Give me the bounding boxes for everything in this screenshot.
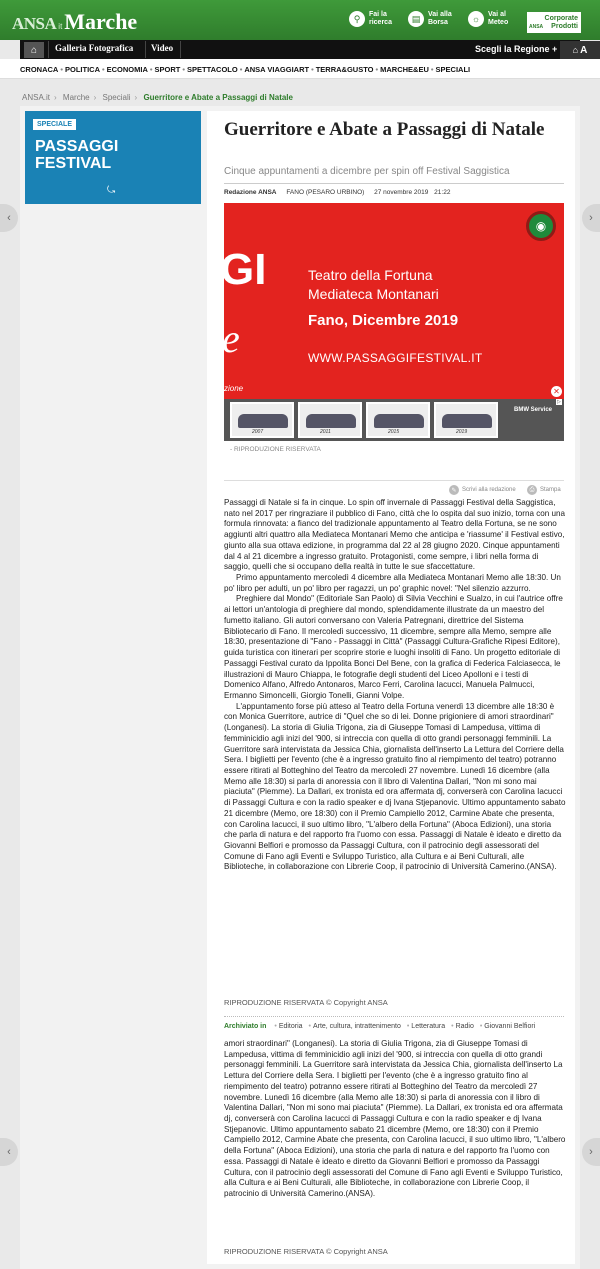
- print-label: Stampa: [540, 487, 561, 493]
- menu-spettacolo[interactable]: SPETTACOLO: [187, 65, 238, 74]
- logo-region: Marche: [64, 9, 138, 34]
- crumb-speciali[interactable]: Speciali: [102, 93, 131, 102]
- share-icon[interactable]: ⤿: [107, 185, 116, 196]
- prev-arrow-icon[interactable]: ‹: [0, 1138, 18, 1166]
- bullet: •: [308, 1023, 311, 1030]
- home-a-button[interactable]: [560, 41, 600, 59]
- products-label: Prodotti: [551, 23, 578, 30]
- menu-economia[interactable]: ECONOMIA: [106, 65, 148, 74]
- logo-suffix: it: [58, 22, 63, 31]
- menu-speciali[interactable]: SPECIALI: [435, 65, 471, 74]
- poster-line-date: Fano, Dicembre 2019: [308, 312, 459, 329]
- archived-label: Archiviato in: [224, 1023, 267, 1030]
- photo-credit: - RIPRODUZIONE RISERVATA: [230, 446, 321, 453]
- main-nav: [20, 40, 588, 59]
- next-arrow-icon[interactable]: ›: [582, 204, 600, 232]
- crumb-arrow: ›: [54, 93, 57, 102]
- archived-in: [224, 1023, 539, 1030]
- ansa-logo[interactable]: [12, 9, 137, 35]
- search-icon: ⚲: [349, 11, 365, 27]
- crumb-home[interactable]: ANSA.it: [22, 93, 51, 102]
- menu-sep: •: [239, 65, 243, 74]
- article-body: [224, 498, 566, 873]
- article-location: FANO (PESARO URBINO): [286, 189, 365, 196]
- menu-sep: •: [149, 65, 153, 74]
- camera-icon[interactable]: ◉: [526, 211, 556, 241]
- meta-divider: [224, 183, 564, 184]
- poster-zione: zione: [224, 384, 244, 393]
- speciale-title: [35, 138, 118, 172]
- prev-arrow-icon[interactable]: ‹: [0, 204, 18, 232]
- poster-line-url: WWW.PASSAGGIFESTIVAL.IT: [308, 351, 483, 365]
- corporate-mini-logo: ANSA: [529, 24, 544, 30]
- archive-tag[interactable]: Letteratura: [411, 1023, 446, 1030]
- article-meta: [224, 189, 458, 196]
- article-author: Redazione ANSA: [224, 189, 277, 196]
- section-menu: [0, 59, 600, 79]
- article-date: 27 novembre 2019: [374, 189, 429, 196]
- borsa-tool[interactable]: [408, 11, 452, 27]
- borsa-tool-label-2: Borsa: [428, 19, 448, 26]
- corporate-button[interactable]: [527, 12, 581, 33]
- archive-tag[interactable]: Radio: [455, 1023, 474, 1030]
- copyright-note-2: RIPRODUZIONE RISERVATA © Copyright ANSA: [224, 1247, 388, 1256]
- crumb-marche[interactable]: Marche: [62, 93, 90, 102]
- ad-photo: [230, 402, 294, 438]
- close-ad-icon[interactable]: ✕: [551, 386, 562, 397]
- next-arrow-icon[interactable]: ›: [582, 1138, 600, 1166]
- bmw-ad[interactable]: [224, 399, 564, 441]
- menu-viaggiart[interactable]: ANSA VIAGGIART: [244, 65, 310, 74]
- page-content: [20, 106, 580, 1269]
- menu-sport[interactable]: SPORT: [154, 65, 181, 74]
- search-tool-label-1: Fai la: [369, 11, 387, 18]
- ad-year: 2019: [456, 429, 468, 435]
- article: [207, 111, 575, 1264]
- speciale-tag: SPECIALE: [33, 119, 76, 130]
- archive-tag[interactable]: Editoria: [278, 1023, 303, 1030]
- logo-brand: ANSA: [12, 14, 57, 33]
- ad-year: 2011: [320, 429, 331, 435]
- nav-divider: [145, 41, 146, 58]
- corporate-label: Corporate: [544, 15, 578, 22]
- home-a-label: A: [580, 44, 588, 56]
- nav-divider: [48, 41, 49, 58]
- speciale-box[interactable]: [25, 111, 201, 204]
- print-button[interactable]: [527, 485, 561, 495]
- crumb-arrow: ›: [93, 93, 97, 102]
- poster-line-mediateca: Mediateca Montanari: [308, 286, 439, 302]
- ad-year: 2015: [388, 429, 400, 435]
- home-icon[interactable]: ⌂: [24, 42, 44, 58]
- poster-script-letter: e: [222, 316, 240, 361]
- festival-poster: [220, 203, 564, 399]
- paragraph: Preghiere dal Mondo" (Editoriale San Paolo) di Silvia Vecchini e Sualzo, in cui l'autrice offre ai lettori un'antologia di preghiere dal mondo, splendidamente illustrate da un maestro del fumetto italiano. Gli autori conversano con Valeria Patregnani, direttrice del Sistema Bibliotecario di Fano. Il mercoledì successivo, 11 dicembre, sempre alla Memo, sempre alle 18:30, presentazione di "Fano - Passaggi in Città" (Passaggi Cultura-Grafiche Ripesi Editore), guida turistica con itinerari per scoprire storie e luoghi insoliti di Fano. Un progetto editoriale di Passaggi Festival curato da Ippolita Bonci Del Bene, con la grafica di Federica Falciasecca, le illustrazioni di Mauro Chiappa, le fotografie degli studenti del Liceo Apolloni e i testi di Domenico Alfano, Alfredo Antonaros, Marco Ferri, Carolina Iacucci, Manuela Palmucci, Ermanno Simoncelli, Giorgio Tonelli, Gianni Volpe.: [224, 594, 563, 700]
- menu-sep: •: [101, 65, 105, 74]
- speciale-title-line1: PASSAGGI: [35, 138, 119, 155]
- ad-year: 2007: [252, 429, 264, 435]
- actions-divider: [224, 480, 564, 481]
- menu-politica[interactable]: POLITICA: [64, 65, 100, 74]
- ad-brand: BMW Service: [514, 407, 553, 413]
- home-small-icon: ⌂: [572, 45, 579, 55]
- menu-sep: •: [375, 65, 379, 74]
- meteo-tool[interactable]: [468, 11, 508, 27]
- meteo-tool-label-1: Vai al: [488, 11, 506, 18]
- write-editor-label: Scrivi alla redazione: [462, 487, 516, 493]
- archive-tag[interactable]: Giovanni Belfiori: [484, 1023, 536, 1030]
- nav-video[interactable]: Video: [151, 43, 174, 53]
- search-tool-label-2: ricerca: [369, 19, 392, 26]
- poster-big-letters: GI: [220, 245, 267, 294]
- archive-divider: [224, 1016, 564, 1017]
- top-header: [0, 0, 600, 40]
- bullet: •: [274, 1023, 277, 1030]
- paragraph: Passaggi di Natale si fa in cinque. Lo spin off invernale di Passaggi Festival della Saggistica, nato nel 2017 per ringraziare il pubblico di Fano, città che lo ospita dal suo inizio, torna con una formula rinnovata: a fianco del tradizionale appuntamento al Teatro della Fortuna, se ne sono aggiunti altri quattro alla Mediateca Montanari Memo che anticipa e 'riassume' il Festival estivo, giunto alla sua ottava edizione, in programma dal 22 al 28 giugno 2020. Cinque appuntamenti dal 4 al 21 dicembre a ingresso gratuito. Protagonisti, come sempre, i libri nella forma di saggio, quelli che si occupano della realtà in tutte le sue sfaccettature.: [224, 498, 566, 572]
- pencil-icon: ✎: [449, 485, 459, 495]
- archive-tag[interactable]: Arte, cultura, intrattenimento: [312, 1023, 401, 1030]
- crumb-current: Guerritore e Abate a Passaggi di Natale: [143, 93, 293, 102]
- article-title: Guerritore e Abate a Passaggi di Natale: [224, 119, 545, 140]
- menu-cronaca[interactable]: CRONACA: [20, 65, 59, 74]
- crumb-arrow: ›: [134, 93, 138, 102]
- menu-sep: •: [430, 65, 434, 74]
- paragraph: Primo appuntamento mercoledì 4 dicembre alla Mediateca Montanari Memo alle 18:30. Un po' libro per adulti, un po' libro per ragazzi, un po' graphic novel: "Nel silenzio azzurro.: [224, 573, 561, 593]
- nav-divider: [180, 41, 181, 58]
- poster-line-teatro: Teatro della Fortuna: [308, 267, 433, 283]
- bullet: •: [406, 1023, 410, 1030]
- meteo-tool-label-2: Meteo: [488, 19, 509, 26]
- print-icon: ⎙: [527, 485, 537, 495]
- ad-photo: [434, 402, 498, 438]
- article-subtitle: Cinque appuntamenti a dicembre per spin off Festival Saggistica: [224, 166, 510, 177]
- article-body-repeat: amori straordinari" (Longanesi). La storia di Giulia Trigona, zia di Giuseppe Tomasi di Lampedusa, vittima di femminicidio agli inizi del '900, si intreccia con quella di otto grandi personaggi femminili. La Guerritore sarà intervistata da Jessica Chia, giornalista dell'inserto La Lettura del Corriere della Sera. I biglietti per l'evento (che è a ingresso gratuito fino al riempimento del teatro) potranno essere ritirati al Botteghino del Teatro da mercoledì 27 novembre. Lunedì 16 dicembre (alla Memo alle 18:30) si parla di anoressia con il libro di Valentina Dallari, "Non mi sono mai piaciuta" (Piemme). La Dallari, ex tronista ed ora affermata dj, converserà con Carolina Iacucci di Passaggi Cultura e con la radio speaker e dj Ivana Stjepanovic. Ultimo appuntamento sabato 21 dicembre (Memo, ore 18:30) con il Premio Campiello 2012, Carmine Abate che presenta, con Carolina Iacucci, il suo ultimo libro, "L'albero della Fortuna" (Aboca Edizioni), una storia che parla di natura e del rapporto fra l'uomo con essa. Passaggi di Natale è ideato e diretto da Giovanni Belfiori e promosso da Passaggi Cultura, con il patrocinio degli assessorati del Comune di Fano agli Eventi e Sviluppo Turistico, alla Cultura e ai Beni Culturali, alle Biblioteche, in collaborazione con Librerie Coop, il patrocinio di Università Camerino.(ANSA).: [224, 1039, 566, 1199]
- menu-sep: •: [182, 65, 185, 74]
- speciale-title-line2: FESTIVAL: [35, 155, 112, 172]
- chart-icon: ▤: [408, 11, 424, 27]
- ad-photo: [298, 402, 362, 438]
- regione-selector[interactable]: Scegli la Regione +: [475, 44, 558, 54]
- menu-sep: •: [60, 65, 63, 74]
- weather-icon: ☼: [468, 11, 484, 27]
- copyright-note: RIPRODUZIONE RISERVATA © Copyright ANSA: [224, 998, 388, 1007]
- ad-photo: [366, 402, 430, 438]
- bullet: •: [479, 1023, 483, 1030]
- ad-choices-icon[interactable]: ▷: [557, 399, 561, 405]
- write-editor-button[interactable]: [449, 485, 516, 495]
- article-image[interactable]: [220, 203, 564, 453]
- article-time: 21:22: [434, 189, 451, 196]
- nav-galleria[interactable]: Galleria Fotografica: [55, 43, 134, 53]
- search-tool[interactable]: [349, 11, 392, 27]
- menu-terragusto[interactable]: TERRA&GUSTO: [315, 65, 374, 74]
- menu-sep: •: [311, 65, 314, 74]
- paragraph: L'appuntamento forse più atteso al Teatro della Fortuna venerdì 13 dicembre alle 18:30 è con Monica Guerritore, autrice di "Quel che so di lei. Donne prigioniere di amori straordinari" (Longanesi). La storia di Giulia Trigona, zia di Giuseppe Tomasi di Lampedusa, vittima di femminicidio agli inizi del '900, si intreccia con quella di otto grandi personaggi femminili. La Guerritore sarà intervistata da Jessica Chia, giornalista dell'inserto La Lettura del Corriere della Sera. I biglietti per l'evento (che è a ingresso gratuito fino al riempimento del teatro) potranno essere ritirati al Botteghino del Teatro da mercoledì 27 novembre. Lunedì 16 dicembre (alla Memo alle 18:30) si parla di anoressia con il libro di Valentina Dallari, "Non mi sono mai piaciuta" (Piemme). La Dallari, ex tronista ed ora affermata dj, converserà con Carolina Iacucci di Passaggi Cultura e con la radio speaker e dj Ivana Stjepanovic. Ultimo appuntamento sabato 21 dicembre (Memo, ore 18:30) con il Premio Campiello 2012, Carmine Abate che presenta, con Carolina Iacucci, il suo ultimo libro, "L'albero della Fortuna" (Aboca Edizioni), una storia che parla di natura e del rapporto fra l'uomo con essa. Passaggi di Natale è ideato e diretto da Giovanni Belfiori e promosso da Passaggi Cultura, con il patrocinio degli assessorati del Comune di Fano agli Eventi e Sviluppo Turistico, alla Cultura e ai Beni Culturali, alle Biblioteche, in collaborazione con Librerie Coop, il patrocinio di Università Camerino.(ANSA).: [224, 701, 566, 872]
- breadcrumb: [22, 93, 293, 102]
- menu-marcheeu[interactable]: MARCHE&EU: [380, 65, 429, 74]
- bullet: •: [451, 1023, 454, 1030]
- borsa-tool-label-1: Vai alla: [428, 11, 452, 18]
